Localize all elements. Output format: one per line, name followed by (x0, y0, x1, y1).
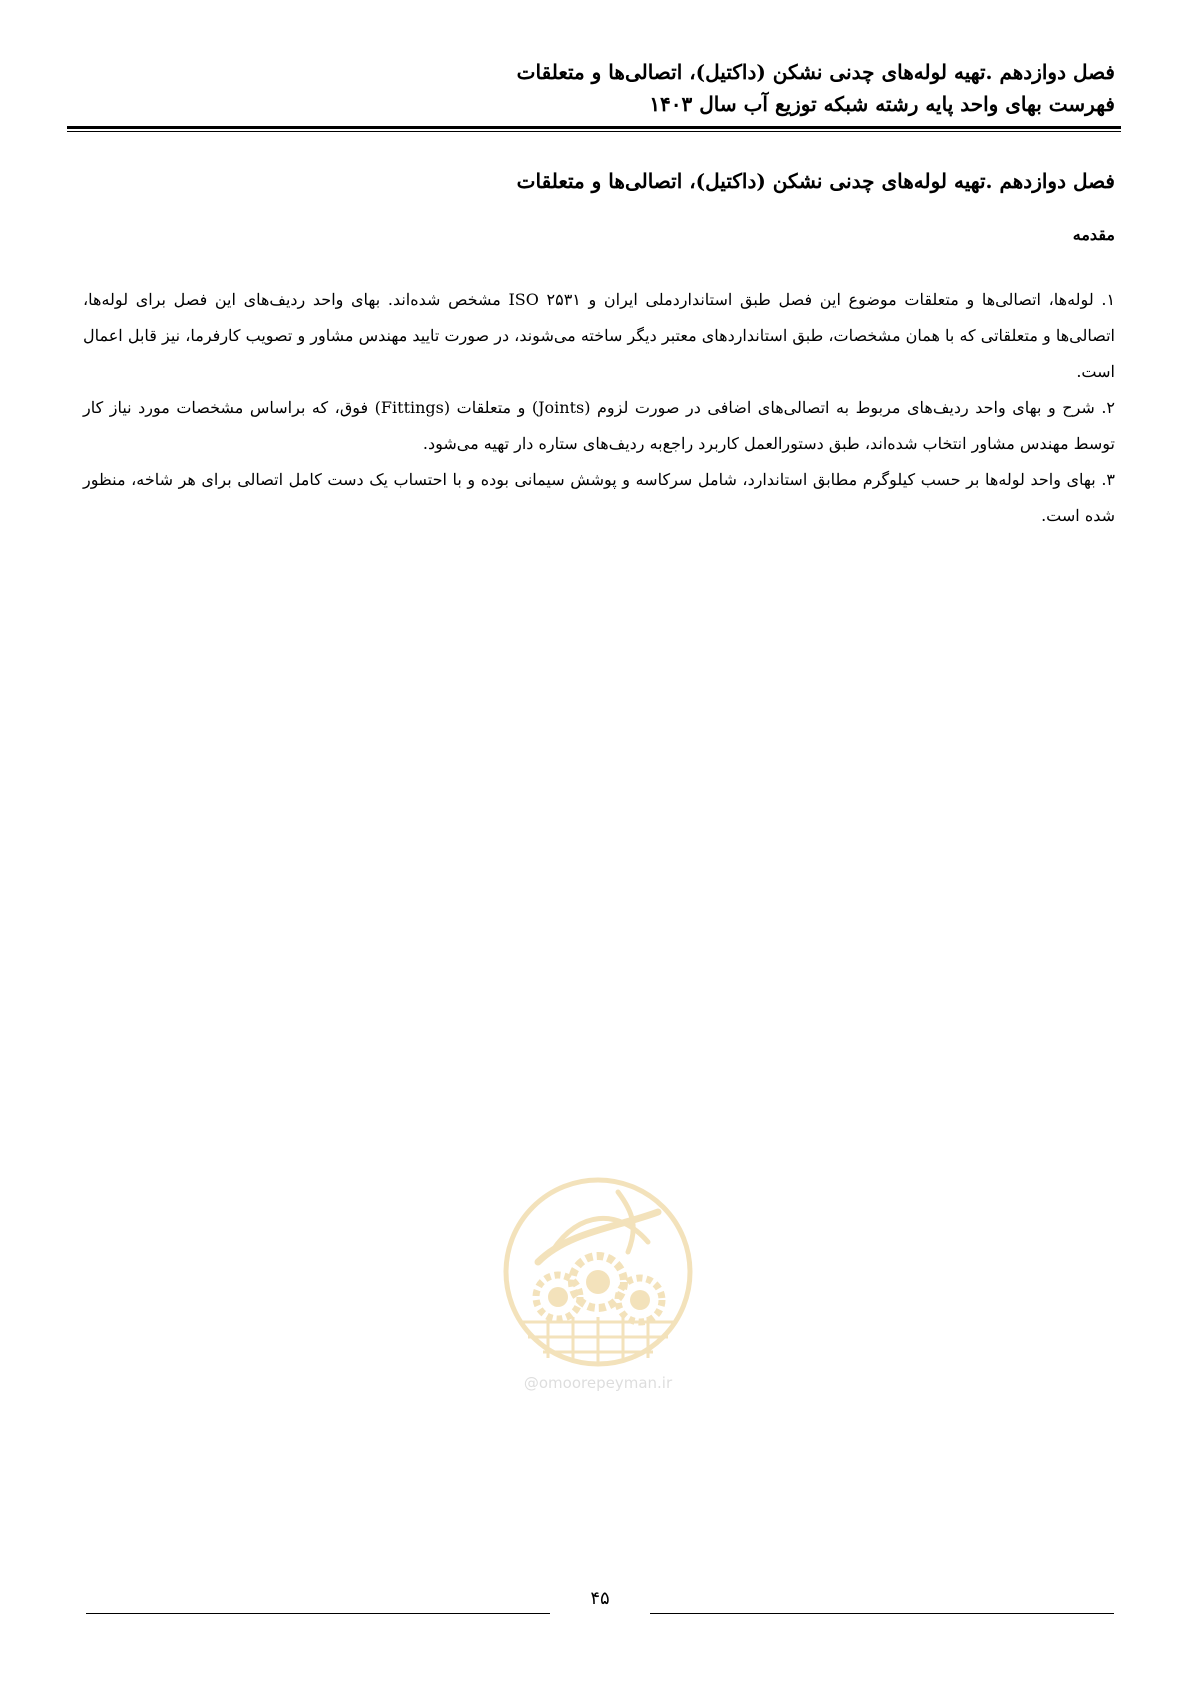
watermark-handle: @omoorepeyman.ir (523, 1374, 673, 1392)
header-price-list-title: فهرست بهای واحد پایه رشته شبکه توزیع آب سال ۱۴۰۳ (649, 92, 1115, 116)
footer-rule-right (650, 1613, 1114, 1614)
footer-rule-left (86, 1613, 550, 1614)
paragraph-1: ۱. لوله‌ها، اتصالی‌ها و متعلقات موضوع این فصل طبق استانداردملی ایران و ISO ۲۵۳۱ مشخص شده‌اند. بهای واحد ردیف‌های این فصل برای لوله‌ها، اتصالی‌ها و متعلقاتی که با همان مشخصات، طبق استانداردهای معتبر دیگر ساخته می‌شوند، در صورت تایید مهندس مشاور و تصویب کارفرما، نیز قابل اعمال است. (83, 290, 1116, 381)
intro-heading: مقدمه (1072, 225, 1115, 244)
seal-logo-icon (498, 1172, 698, 1372)
intro-body (83, 282, 1115, 534)
page-number: ۴۵ (590, 1588, 610, 1609)
header-divider (67, 126, 1121, 132)
watermark (498, 1172, 698, 1404)
paragraph-2: ۲. شرح و بهای واحد ردیف‌های مربوط به اتصالی‌های اضافی در صورت لزوم (Joints) و متعلقات (Fittings) فوق، که براساس مشخصات مورد نیاز کار توسط مهندس مشاور انتخاب شده‌اند، طبق دستورالعمل کاربرد راجع‌به ردیف‌های ستاره دار تهیه می‌شود. (83, 398, 1116, 453)
paragraph-3: ۳. بهای واحد لوله‌ها بر حسب کیلوگرم مطابق استاندارد، شامل سرکاسه و پوشش سیمانی بوده و با احتساب یک دست کامل اتصالی برای هر شاخه، منظور شده است. (83, 470, 1116, 525)
running-header (75, 56, 1115, 120)
header-chapter-title: فصل دوازدهم .تهیه لوله‌های چدنی نشکن (داکتیل)، اتصالی‌ها و متعلقات (516, 60, 1115, 84)
section-title: فصل دوازدهم .تهیه لوله‌های چدنی نشکن (داکتیل)، اتصالی‌ها و متعلقات (516, 169, 1115, 193)
